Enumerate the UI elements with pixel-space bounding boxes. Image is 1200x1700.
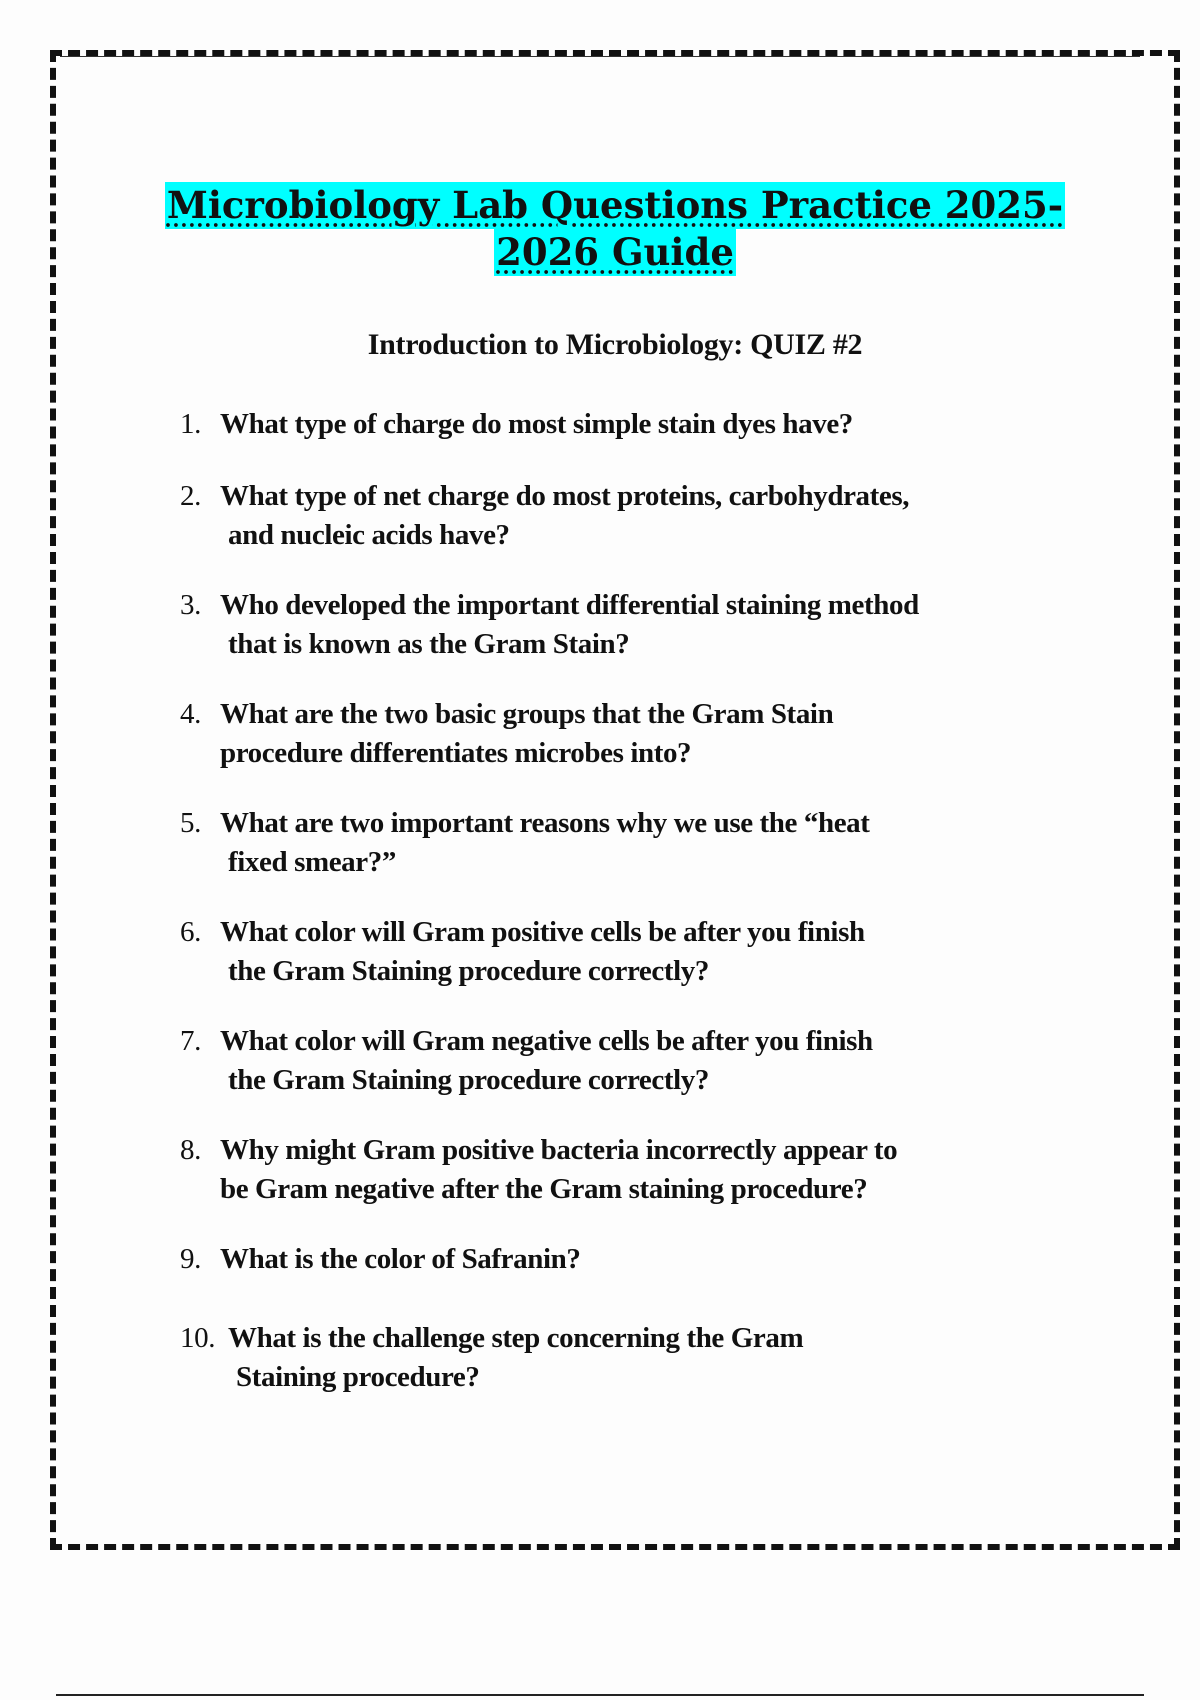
- question-number: 8.: [180, 1134, 201, 1166]
- border-top-rule: [60, 56, 1140, 57]
- question-number: 2.: [180, 480, 201, 512]
- question-number: 4.: [180, 698, 201, 730]
- question-text-continued: procedure differentiates microbes into?: [220, 737, 692, 769]
- quiz-subtitle: Introduction to Microbiology: QUIZ #2: [367, 328, 863, 361]
- question-text-continued: that is known as the Gram Stain?: [228, 628, 630, 660]
- page-footer-rule: [56, 1694, 1144, 1696]
- question-number: 9.: [180, 1243, 201, 1275]
- question-text-continued: Staining procedure?: [236, 1361, 480, 1393]
- question-item: [180, 586, 1010, 695]
- title-line-1: Microbiology Lab Questions Practice 2025-: [166, 183, 1064, 227]
- question-text: What type of charge do most simple stain dyes have?: [220, 408, 853, 440]
- question-number: 1.: [180, 408, 201, 440]
- question-text: What is the color of Safranin?: [220, 1243, 581, 1275]
- question-number: 3.: [180, 589, 201, 621]
- question-text: Why might Gram positive bacteria incorrectly appear to: [220, 1134, 898, 1166]
- question-text: What are two important reasons why we use the “heat: [220, 807, 870, 839]
- question-text-continued: the Gram Staining procedure correctly?: [228, 955, 709, 987]
- question-text-continued: the Gram Staining procedure correctly?: [228, 1064, 709, 1096]
- question-item: [180, 804, 1010, 913]
- question-text: What type of net charge do most proteins, carbohydrates,: [220, 480, 910, 512]
- question-item: [180, 913, 1010, 1022]
- title-line-2: 2026 Guide: [496, 230, 734, 274]
- question-text-continued: fixed smear?”: [228, 846, 396, 878]
- question-text: What is the challenge step concerning the Gram: [228, 1322, 804, 1354]
- question-text-continued: be Gram negative after the Gram staining procedure?: [220, 1173, 868, 1205]
- question-item: [180, 1022, 1010, 1131]
- question-text: What color will Gram negative cells be after you finish: [220, 1025, 873, 1057]
- question-item: [180, 405, 1010, 477]
- question-number: 7.: [180, 1025, 201, 1057]
- question-item: [180, 1319, 1010, 1399]
- question-item: [180, 1240, 1010, 1319]
- question-text: What are the two basic groups that the Gram Stain: [220, 698, 834, 730]
- question-text: Who developed the important differential staining method: [220, 589, 919, 621]
- question-number: 5.: [180, 807, 201, 839]
- question-text: What color will Gram positive cells be after you finish: [220, 916, 865, 948]
- question-text-continued: and nucleic acids have?: [228, 519, 510, 551]
- question-item: [180, 477, 1010, 586]
- question-list: [180, 405, 1010, 1399]
- document-title: [0, 182, 1200, 276]
- question-item: [180, 695, 1010, 804]
- question-number: 10.: [180, 1322, 216, 1354]
- question-number: 6.: [180, 916, 201, 948]
- question-item: [180, 1131, 1010, 1240]
